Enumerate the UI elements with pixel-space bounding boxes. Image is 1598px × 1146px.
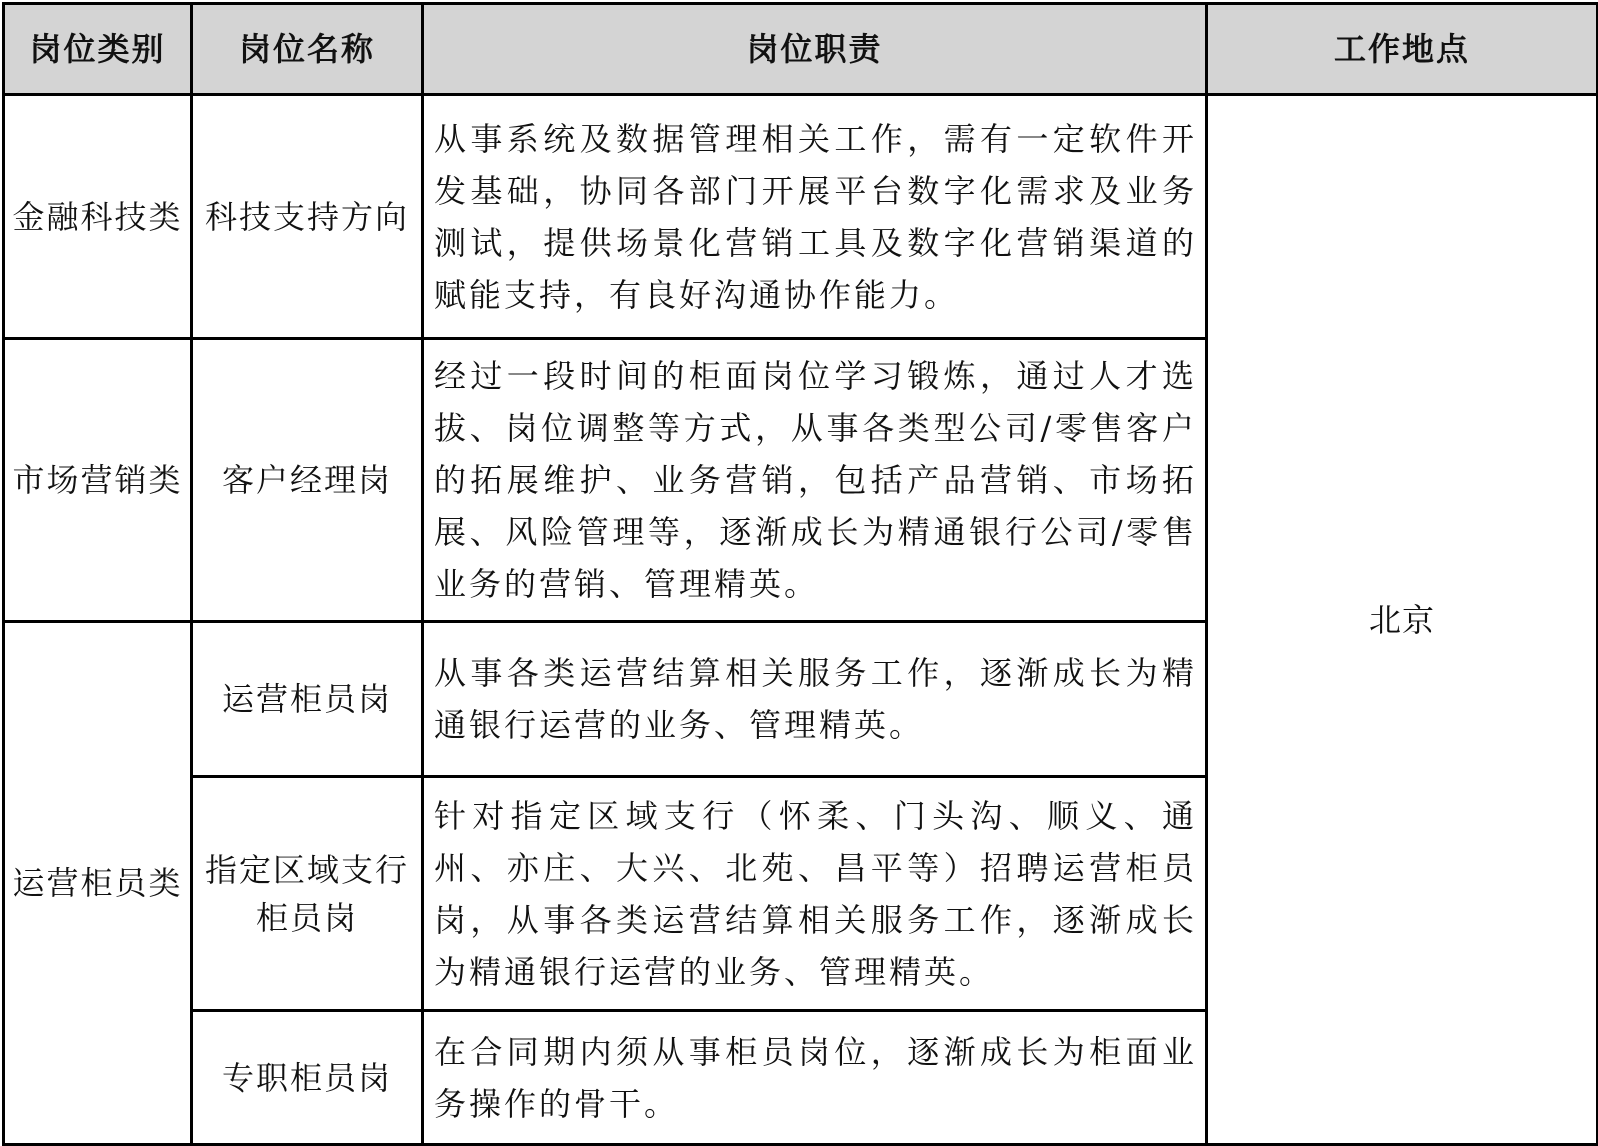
duties-cell: 从事系统及数据管理相关工作，需有一定软件开发基础，协同各部门开展平台数字化需求及业务测试，提供场景化营销工具及数字化营销渠道的赋能支持，有良好沟通协作能力。	[423, 95, 1207, 339]
duties-cell: 针对指定区域支行（怀柔、门头沟、顺义、通州、亦庄、大兴、北苑、昌平等）招聘运营柜员岗，从事各类运营结算相关服务工作，逐渐成长为精通银行运营的业务、管理精英。	[423, 777, 1207, 1011]
header-position: 岗位名称	[192, 4, 423, 95]
position-cell: 专职柜员岗	[192, 1011, 423, 1145]
category-cell: 金融科技类	[4, 95, 192, 339]
category-cell: 市场营销类	[4, 339, 192, 622]
header-category: 岗位类别	[4, 4, 192, 95]
position-cell: 运营柜员岗	[192, 622, 423, 777]
duties-cell: 在合同期内须从事柜员岗位，逐渐成长为柜面业务操作的骨干。	[423, 1011, 1207, 1145]
header-location: 工作地点	[1207, 4, 1598, 95]
position-cell: 客户经理岗	[192, 339, 423, 622]
job-positions-table	[2, 2, 1598, 1146]
duties-cell: 从事各类运营结算相关服务工作，逐渐成长为精通银行运营的业务、管理精英。	[423, 622, 1207, 777]
table-row	[4, 95, 1598, 339]
location-cell: 北京	[1207, 95, 1598, 1145]
header-duties: 岗位职责	[423, 4, 1207, 95]
position-cell: 科技支持方向	[192, 95, 423, 339]
duties-cell: 经过一段时间的柜面岗位学习锻炼，通过人才选拔、岗位调整等方式，从事各类型公司/零售客户的拓展维护、业务营销，包括产品营销、市场拓展、风险管理等，逐渐成长为精通银行公司/零售业务的营销、管理精英。	[423, 339, 1207, 622]
category-cell: 运营柜员类	[4, 622, 192, 1145]
position-cell: 指定区域支行柜员岗	[192, 777, 423, 1011]
header-row	[4, 4, 1598, 95]
